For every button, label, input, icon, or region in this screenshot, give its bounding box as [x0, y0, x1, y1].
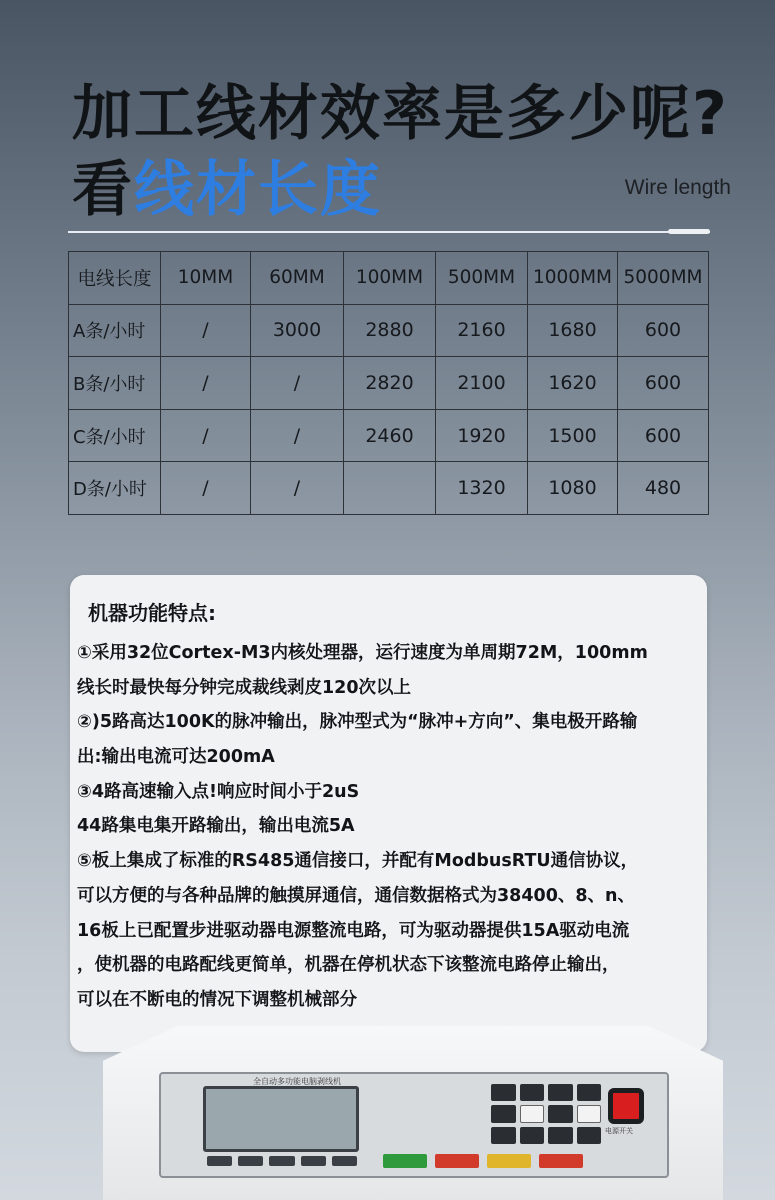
efficiency-table	[68, 251, 709, 515]
table-cell: /	[161, 357, 251, 410]
table-cell: /	[251, 409, 344, 462]
header-cell: 电线长度	[69, 252, 161, 305]
keypad-key	[577, 1105, 602, 1124]
function-key	[207, 1156, 232, 1166]
row-label: B条/小时	[69, 357, 161, 410]
header-cell: 500MM	[436, 252, 528, 305]
keypad-key	[520, 1105, 545, 1124]
power-switch-label: 电源开关	[605, 1127, 633, 1135]
table-row	[69, 304, 709, 357]
table-cell: /	[161, 409, 251, 462]
keypad	[491, 1084, 601, 1144]
features-title: 机器功能特点:	[88, 601, 216, 625]
keypad-key	[491, 1105, 516, 1124]
table-cell: 2160	[436, 304, 528, 357]
header-cell: 5000MM	[618, 252, 709, 305]
feature-line: 出:输出电流可达200mA	[77, 747, 275, 768]
color-keys	[383, 1154, 583, 1168]
table-header-row	[69, 252, 709, 305]
table-cell: /	[251, 462, 344, 515]
keypad-key	[548, 1127, 573, 1144]
table-cell: 3000	[251, 304, 344, 357]
keypad-key	[491, 1084, 516, 1101]
table-cell: 2460	[344, 409, 436, 462]
table-cell: 1500	[528, 409, 618, 462]
english-tag: Wire length	[624, 176, 731, 199]
wire-stripping-machine-image	[103, 1026, 723, 1200]
table-cell: /	[251, 357, 344, 410]
table-cell: 1680	[528, 304, 618, 357]
row-label: C条/小时	[69, 409, 161, 462]
keypad-key	[520, 1084, 545, 1101]
red-key	[539, 1154, 583, 1168]
feature-line: 44路集电集开路输出，输出电流5A	[77, 816, 355, 837]
green-key	[383, 1154, 427, 1168]
power-switch-icon	[608, 1088, 644, 1124]
table-cell: 480	[618, 462, 709, 515]
keypad-key	[548, 1084, 573, 1101]
feature-line: ，使机器的电路配线更简单，机器在停机状态下该整流电路停止输出，	[77, 955, 620, 976]
table-cell: 2820	[344, 357, 436, 410]
table-row	[69, 357, 709, 410]
red-key	[435, 1154, 479, 1168]
table-cell: /	[161, 304, 251, 357]
table-cell: 600	[618, 409, 709, 462]
feature-line: 线长时最快每分钟完成裁线剥皮120次以上	[77, 677, 412, 698]
function-key	[301, 1156, 326, 1166]
features-list	[77, 636, 702, 1018]
table-row	[69, 462, 709, 515]
feature-line: 16板上已配置步进驱动器电源整流电路，可为驱动器提供15A驱动电流	[77, 920, 630, 941]
keypad-key	[577, 1127, 602, 1144]
feature-line: ②)5路高达100K的脉冲输出，脉冲型式为“脉冲+方向”、集电极开路输	[77, 712, 638, 733]
table-cell: 600	[618, 304, 709, 357]
function-key	[269, 1156, 294, 1166]
header-cell: 1000MM	[528, 252, 618, 305]
keypad-key	[520, 1127, 545, 1144]
yellow-key	[487, 1154, 531, 1168]
divider-line	[68, 231, 710, 233]
headline-line-1: 加工线材效率是多少呢?	[72, 79, 729, 149]
table-cell: /	[161, 462, 251, 515]
keypad-key	[577, 1084, 602, 1101]
row-label: D条/小时	[69, 462, 161, 515]
header-cell: 100MM	[344, 252, 436, 305]
table-cell: 2100	[436, 357, 528, 410]
headline-prefix: 看	[72, 155, 134, 225]
feature-line: 可以方便的与各种品牌的触摸屏通信，通信数据格式为38400、8、n、	[77, 885, 636, 906]
features-card	[70, 575, 707, 1052]
header-cell: 60MM	[251, 252, 344, 305]
function-key	[238, 1156, 263, 1166]
header-cell: 10MM	[161, 252, 251, 305]
table-cell: 1920	[436, 409, 528, 462]
divider-accent	[668, 229, 710, 234]
feature-line: ③4路高速输入点!响应时间小于2uS	[77, 781, 360, 802]
keypad-key	[548, 1105, 573, 1124]
headline-line-2	[72, 142, 382, 228]
table-cell: 2880	[344, 304, 436, 357]
feature-line: ①采用32位Cortex-M3内核处理器，运行速度为单周期72M，100mm	[77, 643, 648, 663]
table-cell: 1320	[436, 462, 528, 515]
panel-title: 全自动多功能电脑剥线机	[253, 1077, 341, 1086]
feature-line: 可以在不断电的情况下调整机械部分	[77, 989, 357, 1010]
keypad-key	[491, 1127, 516, 1144]
lcd-screen	[203, 1086, 359, 1152]
feature-line: ⑤板上集成了标准的RS485通信接口，并配有ModbusRTU通信协议，	[77, 851, 639, 872]
function-key-strip	[207, 1156, 357, 1166]
table-cell: 600	[618, 357, 709, 410]
table-cell: 1620	[528, 357, 618, 410]
function-key	[332, 1156, 357, 1166]
table-cell: 1080	[528, 462, 618, 515]
row-label: A条/小时	[69, 304, 161, 357]
headline-highlight: 线材长度	[134, 155, 382, 225]
table-cell	[344, 462, 436, 515]
table-row	[69, 409, 709, 462]
